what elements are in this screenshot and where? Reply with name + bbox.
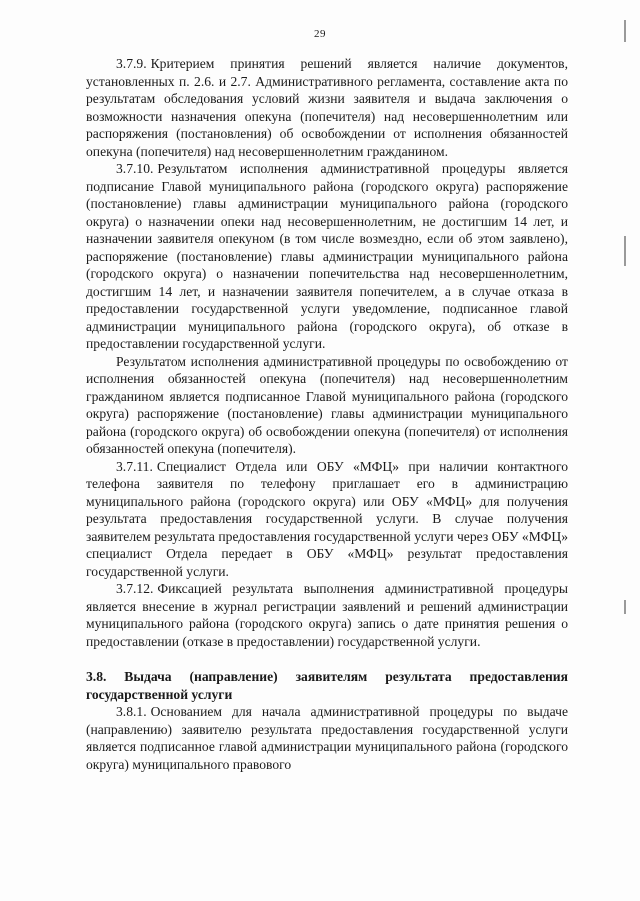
paragraph-text: Результатом исполнения административной процедуры является подписание Главой муниципального района (городского округа) распоряжение (постановление) главы администрации муниципального района (городского округа) о назначении опеки над несовершеннолетним, не достигшим 14 лет, и назначении заявителя опекуном (в том числе возмездно, если об этом заявлено), распоряжение (постановление) главы администрации муниципального района (городского округа) о назначении попечительства над несовершеннолетним, достигшим 14 лет, и назначении заявителя попечителем, а в случае отказа в предоставлении государственной услуги уведомление, подписанное главой администрации муниципального района (городского округа), об отказе в предоставлении государственной услуги.: [86, 161, 568, 351]
paragraph-number: 3.7.9.: [116, 56, 147, 71]
paragraph-3-7-12: [86, 580, 568, 650]
paragraph-text: Критерием принятия решений является наличие документов, установленных п. 2.6. и 2.7. Административного регламента, составление акта по результатам обследования условий жизни заявителя и выдача заключения о возможности назначения опекуна (попечителя) над несовершеннолетним или распоряжения (постановления) об освобождении от исполнения обязанностей опекуна (попечителя) над несовершеннолетним гражданином.: [86, 56, 568, 159]
paragraph-number: 3.7.10.: [116, 161, 154, 176]
section-spacer: [86, 650, 568, 668]
paragraph-result-release: [86, 353, 568, 458]
section-heading: 3.8. Выдача (направление) заявителям результата предоставления государственной услуги: [86, 669, 568, 702]
paragraph-number: 3.7.11.: [116, 458, 153, 474]
paragraph-text: Специалист Отдела или ОБУ «МФЦ» при наличии контактного телефона заявителя по телефону приглашает его в администрацию муниципального района (городского округа) или ОБУ «МФЦ» для получения результата предоставления государственной услуги. В случае получения заявителем результата предоставления государственной услуги через ОБУ «МФЦ» специалист Отдела передает в ОБУ «МФЦ» результат предоставления государственной услуги.: [86, 458, 568, 579]
scan-edge-mark: [624, 236, 626, 266]
page-number: 29: [314, 28, 326, 40]
paragraph-number: 3.7.12.: [116, 581, 154, 596]
paragraph-text: Основанием для начала административной процедуры по выдаче (направлению) заявителю результата предоставления государственной услуги является подписанное главой администрации муниципального района (городского округа) муниципального правового: [86, 704, 568, 772]
scan-edge-mark: [624, 20, 626, 42]
paragraph-3-7-9: [86, 55, 568, 160]
paragraph-3-7-10: [86, 160, 568, 353]
scan-edge-mark: [624, 600, 626, 614]
paragraph-text: Фиксацией результата выполнения административной процедуры является внесение в журнал регистрации заявлений и решений администрации муниципального района (городского округа) запись о дате принятия решения о предоставлении (отказе в предоставлении) государственной услуги.: [86, 581, 568, 649]
paragraph-text: Результатом исполнения административной процедуры по освобождению от исполнения обязанностей опекуна (попечителя) над несовершеннолетним гражданином является подписанное Главой муниципального района (городского округа) распоряжение (постановление) главы администрации муниципального района (городского округа) об освобождении опекуна (попечителя) от исполнения обязанностей опекуна (попечителя).: [86, 353, 568, 456]
document-body: [86, 55, 568, 773]
paragraph-3-8-1: [86, 703, 568, 773]
paragraph-3-7-11: [86, 458, 568, 581]
paragraph-number: 3.8.1.: [116, 704, 147, 719]
